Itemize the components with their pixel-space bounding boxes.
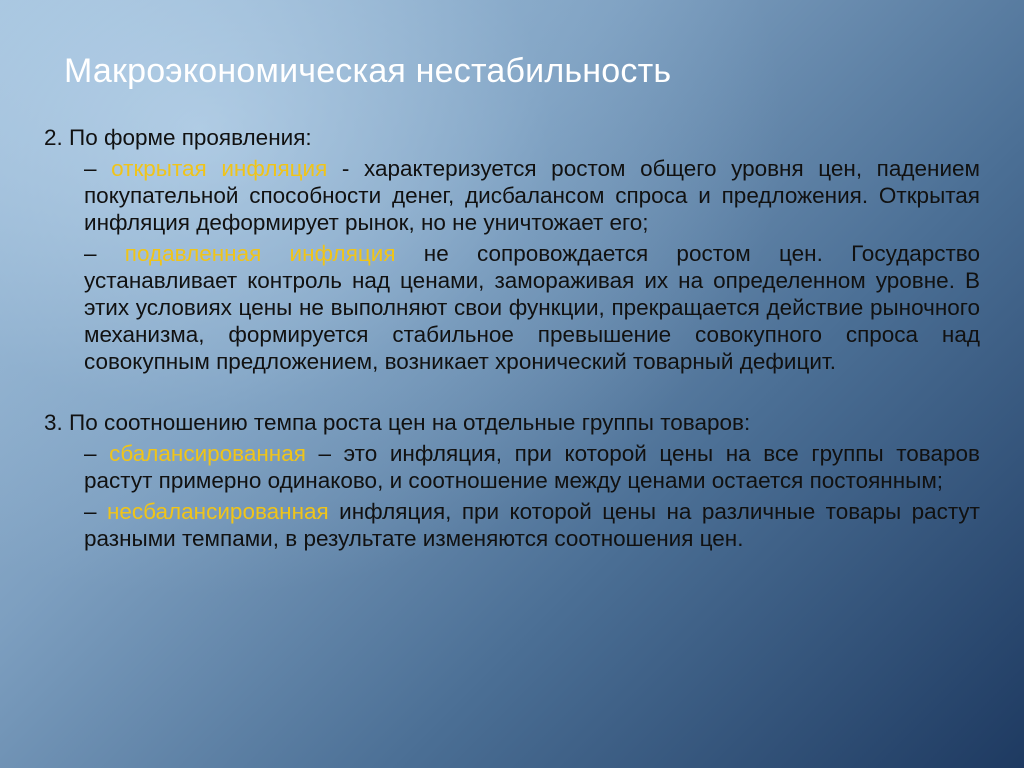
item-text: не сопровождается ростом цен. Государство устанавливает контроль над ценами, замораживая их на определенном уровне. В этих условиях цены не выполняют свои функции, прекращается действие рыночного механизма, формируется стабильное превышение совокупного спроса над совокупным предложением, возникает хронический товарный дефицит.: [84, 241, 980, 374]
section-2-item-open-inflation: [84, 155, 980, 236]
item-text: - характеризуется ростом общего уровня цен, падением покупательной способности денег, дисбалансом спроса и предложения. Открытая инфляция деформирует рынок, но не уничтожает его;: [84, 156, 980, 235]
term-open-inflation: открытая инфляция: [111, 156, 328, 181]
section-3-item-balanced: [84, 440, 980, 494]
section-2-item-suppressed-inflation: [84, 240, 980, 375]
slide-title: Макроэкономическая нестабильность: [64, 52, 672, 90]
item-dash: –: [84, 441, 110, 466]
term-unbalanced: несбалансированная: [106, 499, 329, 524]
section-3-heading: 3. По соотношению темпа роста цен на отдельные группы товаров:: [44, 410, 751, 435]
item-text: – это инфляция, при которой цены на все группы товаров растут примерно одинаково, и соотношение между ценами остается постоянным;: [84, 441, 981, 493]
slide-content: [44, 124, 980, 552]
item-dash: –: [84, 241, 125, 266]
term-balanced: сбалансированная: [109, 441, 306, 466]
section-3-item-unbalanced: [84, 498, 980, 552]
item-text: инфляция, при которой цены на различные товары растут разными темпами, в результате изменяются соотношения цен.: [84, 499, 980, 551]
section-2-heading: 2. По форме проявления:: [44, 125, 312, 150]
term-suppressed-inflation: подавленная инфляция: [124, 241, 396, 266]
item-dash: –: [84, 156, 112, 181]
item-dash: –: [84, 499, 107, 524]
section-spacer: [44, 375, 980, 409]
